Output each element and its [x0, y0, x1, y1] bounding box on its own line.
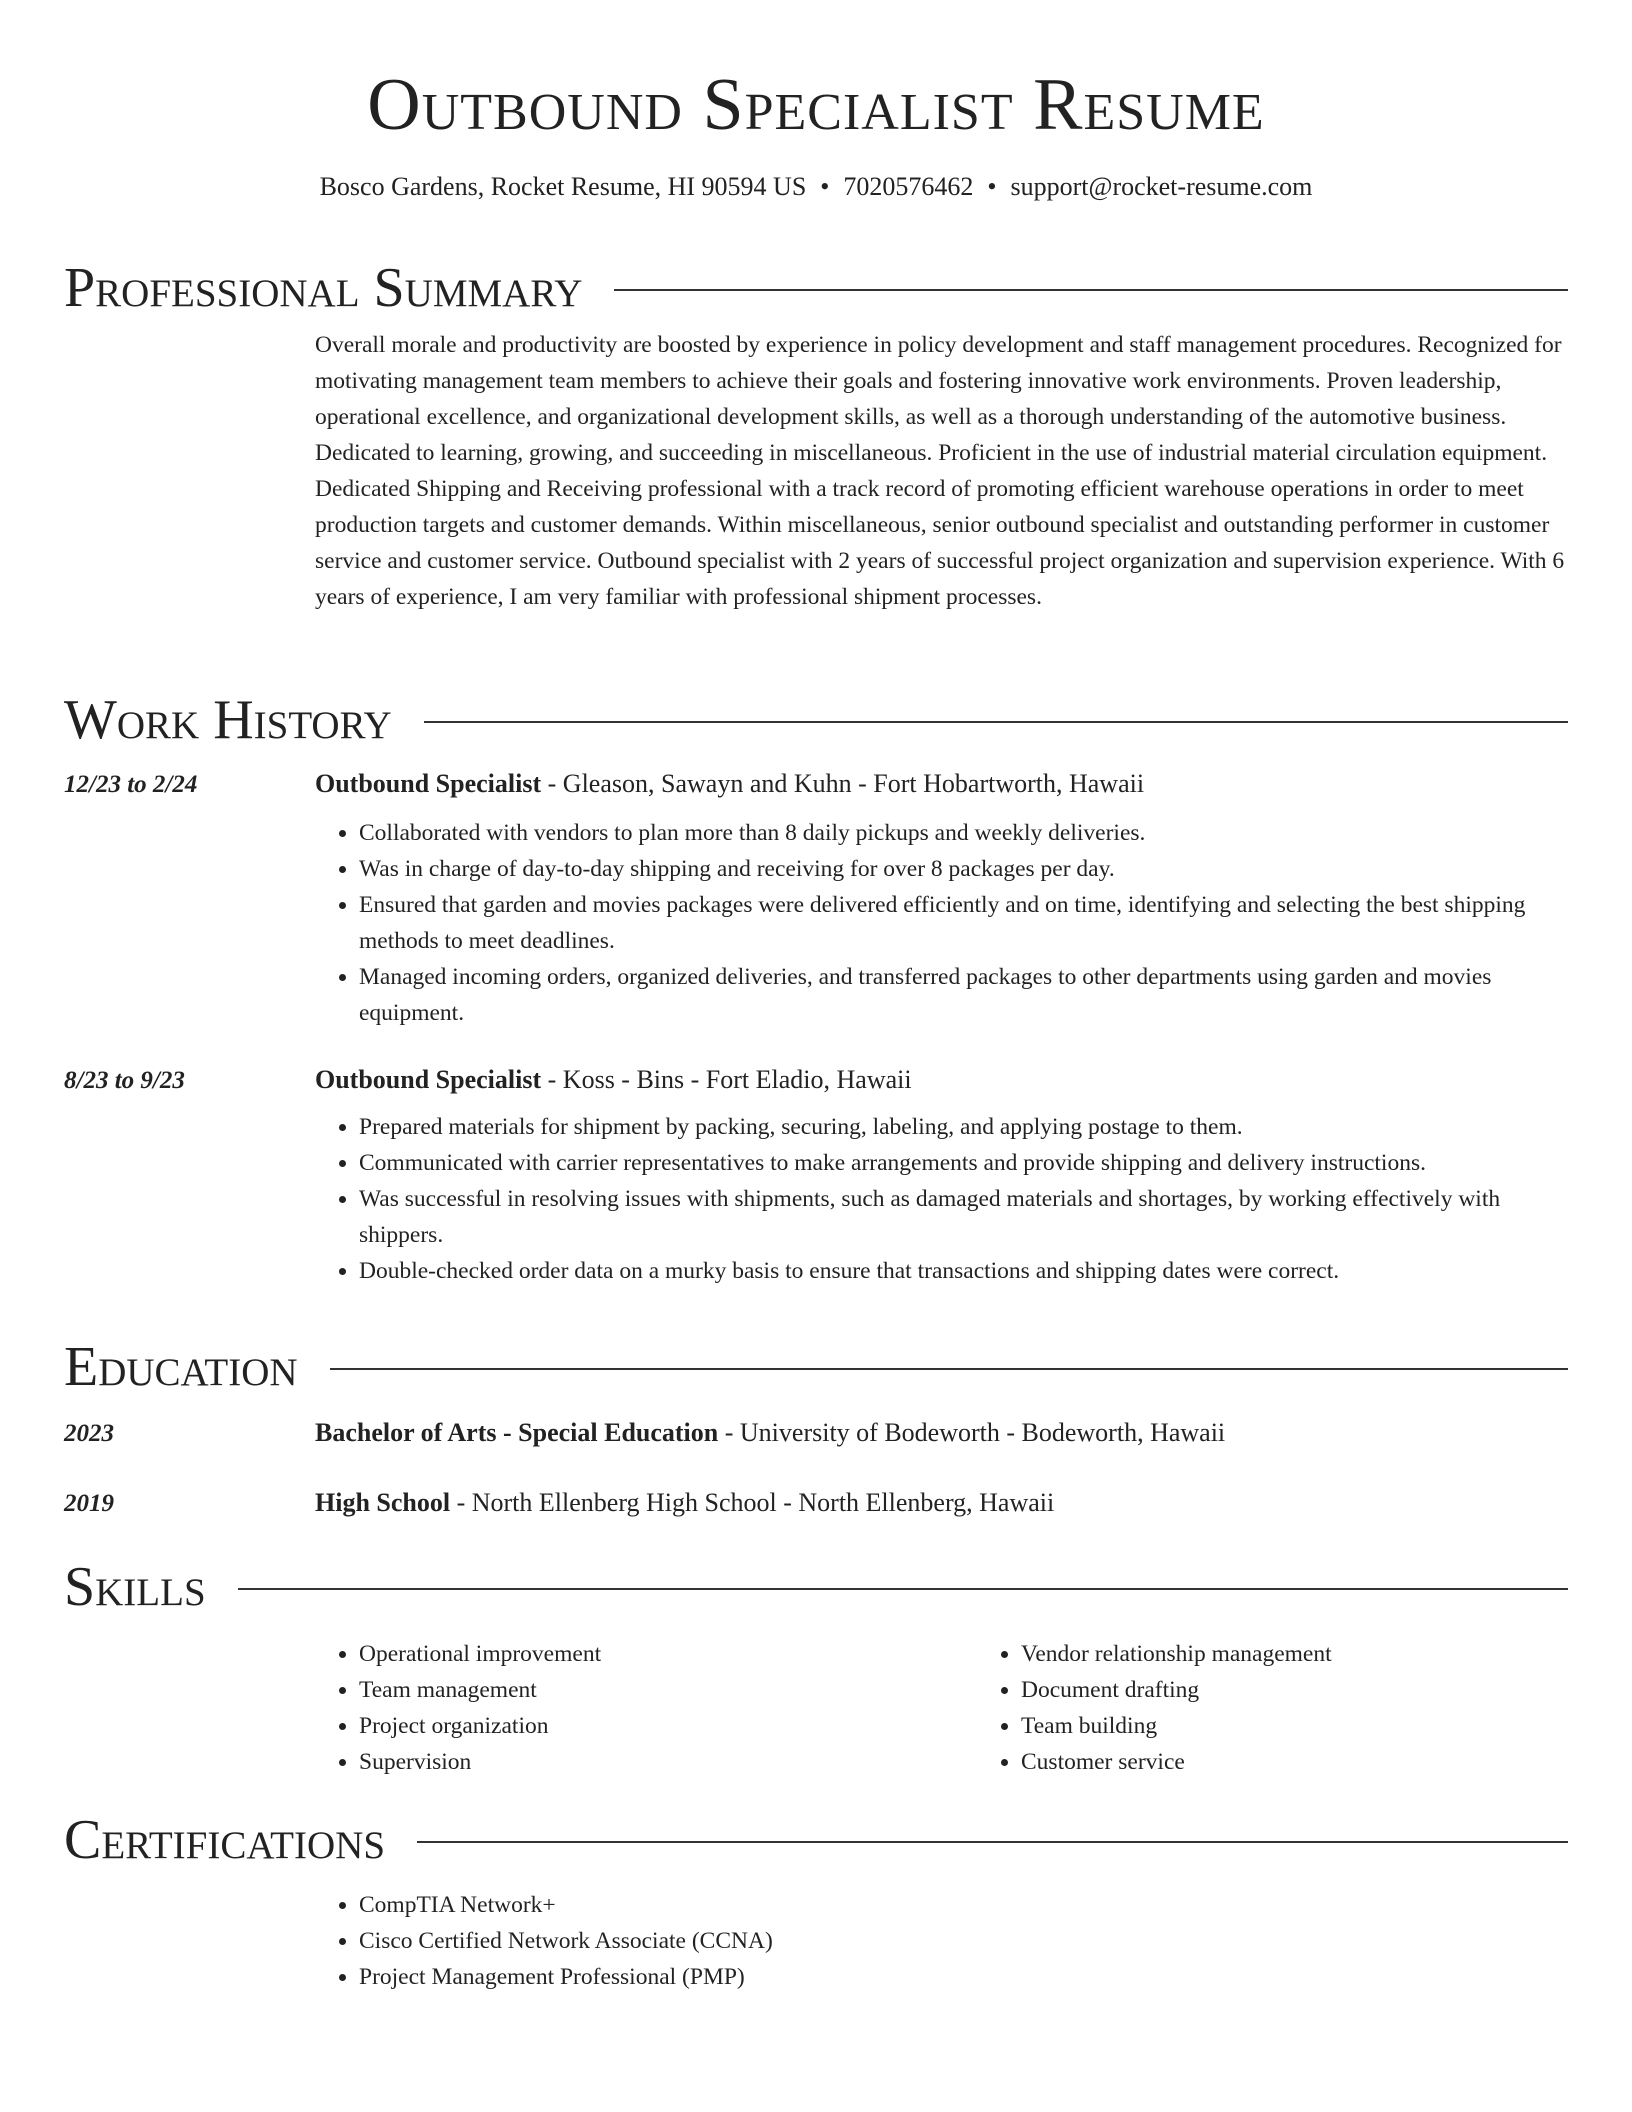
skill-item: • Team building [1021, 1708, 1632, 1744]
certifications-section [64, 1809, 1568, 1995]
job-details: - Gleason, Sawayn and Kuhn - Fort Hobartworth, Hawaii [541, 769, 1145, 798]
list-item: • Prepared materials for shipment by packing, securing, labeling, and applying postage to them. [359, 1109, 1568, 1145]
list-item: • Double-checked order data on a murky basis to ensure that transactions and shipping dates were correct. [359, 1253, 1568, 1289]
summary-text: Overall morale and productivity are boosted by experience in policy development and staff management procedures. Recognized for motivating management team members to achieve their goals and fostering innovative work environments. Proven leadership, operational excellence, and organizational development skills, as well as a thorough understanding of the automotive business. Dedicated to learning, growing, and succeeding in miscellaneous. Proficient in the use of industrial material circulation equipment. Dedicated Shipping and Receiving professional with a track record of promoting efficient warehouse operations in order to meet production targets and customer demands. Within miscellaneous, senior outbound specialist and outstanding performer in customer service and customer service. Outbound specialist with 2 years of successful project organization and supervision experience. With 6 years of experience, I am very familiar with professional shipment processes. [315, 332, 1565, 610]
section-header [64, 1336, 1568, 1398]
section-title: Education [64, 1336, 298, 1398]
education-heading [315, 1418, 1225, 1448]
job-bullets [315, 815, 1568, 1031]
skill-item: • Project organization [359, 1708, 977, 1744]
education-year: 2023 [64, 1420, 114, 1447]
skill-item: • Customer service [1021, 1744, 1632, 1780]
skills-column-right [977, 1636, 1632, 1780]
job-dates: 8/23 to 9/23 [64, 1067, 185, 1094]
skills-section [64, 1556, 1568, 1780]
section-divider [424, 721, 1568, 723]
education-entry [64, 1418, 1568, 1448]
job-role: Outbound Specialist [315, 769, 542, 798]
certification-item: • Project Management Professional (PMP) [359, 1959, 1568, 1995]
skills-column-left [315, 1636, 977, 1780]
section-header [64, 689, 1568, 751]
education-degree: High School [315, 1488, 451, 1517]
section-divider [614, 289, 1568, 291]
job-header [64, 769, 1568, 799]
education-degree: Bachelor of Arts - Special Education [315, 1418, 719, 1447]
certification-item: • Cisco Certified Network Associate (CCNA) [359, 1923, 1568, 1959]
job-header [64, 1065, 1568, 1095]
skill-item: • Team management [359, 1672, 977, 1708]
section-header [64, 257, 1568, 319]
list-item: • Collaborated with vendors to plan more than 8 daily pickups and weekly deliveries. [359, 815, 1568, 851]
contact-address: Bosco Gardens, Rocket Resume, HI 90594 US [319, 172, 807, 201]
education-section [64, 1336, 1568, 1518]
job-details: - Koss - Bins - Fort Eladio, Hawaii [541, 1065, 912, 1094]
certification-item: • CompTIA Network+ [359, 1887, 1568, 1923]
skill-item: • Vendor relationship management [1021, 1636, 1632, 1672]
summary-section [64, 257, 1568, 615]
summary-body [315, 327, 1568, 615]
resume-title: Outbound Specialist Resume [367, 64, 1265, 146]
section-divider [330, 1368, 1568, 1370]
section-divider [417, 1841, 1568, 1843]
section-header [64, 1556, 1568, 1618]
job-bullets [315, 1109, 1568, 1289]
job-heading [315, 769, 1144, 799]
section-divider [238, 1588, 1568, 1590]
skills-grid [315, 1636, 1568, 1780]
education-year: 2019 [64, 1490, 114, 1517]
certifications-body [315, 1887, 1568, 1995]
list-item: • Ensured that garden and movies packages were delivered efficiently and on time, identifying and selecting the best shipping methods to meet deadlines. [359, 887, 1568, 959]
section-title: Skills [64, 1556, 206, 1618]
skill-item: • Document drafting [1021, 1672, 1632, 1708]
skill-item: • Supervision [359, 1744, 977, 1780]
job-dates: 12/23 to 2/24 [64, 771, 198, 798]
contact-separator: • [820, 172, 830, 201]
section-title: Certifications [64, 1809, 386, 1871]
list-item: • Was in charge of day-to-day shipping and receiving for over 8 packages per day. [359, 851, 1568, 887]
contact-email: support@rocket-resume.com [1010, 172, 1313, 201]
education-details: - North Ellenberg High School - North Ellenberg, Hawaii [450, 1488, 1055, 1517]
contact-phone: 7020576462 [843, 172, 974, 201]
contact-line [0, 170, 1632, 204]
list-item: • Communicated with carrier representatives to make arrangements and provide shipping and delivery instructions. [359, 1145, 1568, 1181]
section-title: Professional Summary [64, 257, 583, 319]
section-header [64, 1809, 1568, 1871]
education-entry [64, 1488, 1568, 1518]
list-item: • Managed incoming orders, organized deliveries, and transferred packages to other departments using garden and movies equipment. [359, 959, 1568, 1031]
job-entry [64, 1065, 1568, 1289]
education-details: - University of Bodeworth - Bodeworth, Hawaii [718, 1418, 1226, 1447]
job-entry [64, 769, 1568, 1031]
list-item: • Was successful in resolving issues with shipments, such as damaged materials and shortages, by working effectively with shippers. [359, 1181, 1568, 1253]
work-history-section [64, 689, 1568, 1289]
section-title: Work History [64, 689, 392, 751]
job-role: Outbound Specialist [315, 1065, 542, 1094]
skill-item: • Operational improvement [359, 1636, 977, 1672]
contact-separator: • [987, 172, 997, 201]
education-heading [315, 1488, 1054, 1518]
job-heading [315, 1065, 912, 1095]
